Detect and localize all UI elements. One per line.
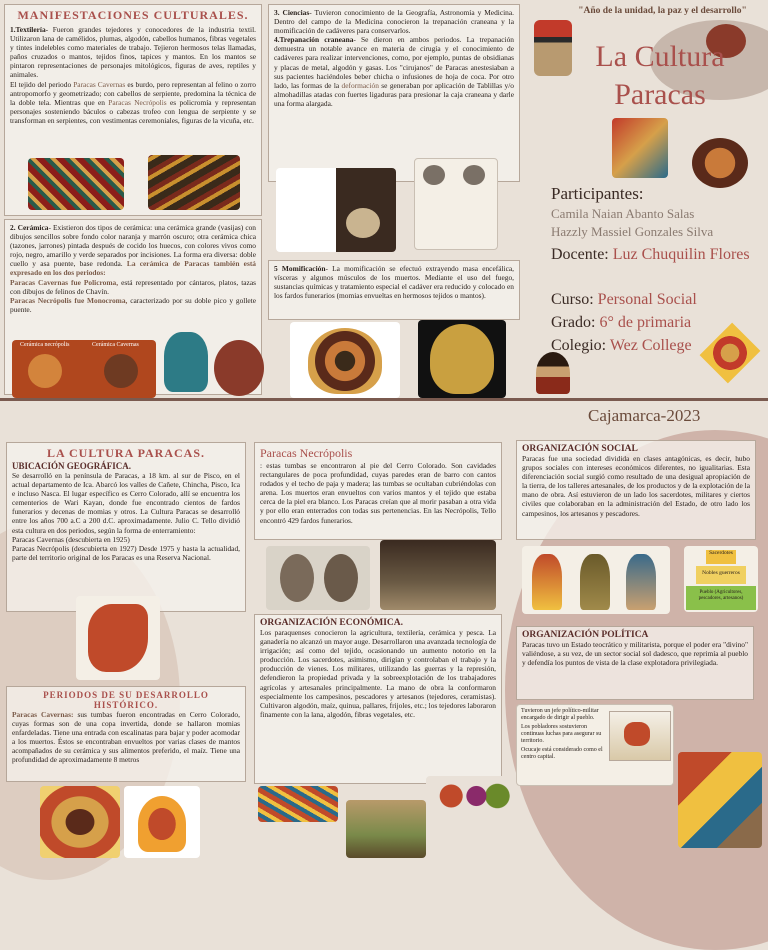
ceramic-vessel-image-2 — [214, 340, 264, 396]
girl-illustration — [536, 352, 570, 394]
ceramic-vessel-image — [164, 332, 208, 392]
textile-image-1 — [28, 158, 124, 210]
skull-shape — [463, 165, 485, 185]
page-title-line2: Paracas — [614, 78, 706, 111]
mummy-shape — [324, 554, 358, 602]
territory-map-image — [609, 711, 671, 761]
sciences-text: 3. Ciencias- Tuvieron conocimiento de la Geografía, Astronomía y Medicina. Dentro del campo de la Medicina conocieron la trepanación craneana y la momificación de cadáveres para conservarlos. — [274, 8, 514, 36]
textile-icon-illustration — [700, 323, 761, 384]
mummy-bundle-image — [290, 322, 400, 398]
politics-point-3: Ocucaje está considerado como el centro capital. — [521, 747, 603, 760]
manifestations-title: MANIFESTACIONES CULTURALES. — [17, 8, 249, 22]
skull-shape — [346, 208, 380, 238]
politics-point-2: Los pobladores sostuvieron continuas luchas para asegurar su territorio. — [521, 724, 602, 744]
location-text: Se desarrolló en la península de Paracas, a 18 km. al sur de Pisco, en el actual departamento de Ica. Abarcó los valles de Cañete, Chincha, Pisco, Ica e incluso Nasca. El lugar específico es Cerro Colorado, allí se encuentra los cementerios de Wari Kayan, donde fue encontrado cientos de fardos funerarios y decenas de momias y otros. La Cultura Paracas se desarrolló entre los años 700 a.C a 200 d.C. aproximadamente. Julio C. Tello dividió esta cultura en dos periodos, según la forma de enterramiento: — [12, 471, 240, 535]
vase-shape — [28, 354, 62, 388]
textiles-food-image — [258, 786, 338, 822]
map-shape — [88, 604, 148, 672]
warrior-illustration — [678, 752, 762, 848]
economy-title: ORGANIZACIÓN ECONÓMICA. — [260, 618, 404, 628]
school-line: Colegio: Wez College — [551, 337, 692, 354]
social-pyramid — [684, 546, 758, 612]
politics-box — [516, 626, 754, 700]
participant-1: Camila Naian Abanto Salas — [551, 206, 695, 221]
mummy-shape — [308, 328, 382, 394]
slogan: "Año de la unidad, la paz y el desarrollo" — [578, 6, 747, 16]
ceramics-necropolis-text: Paracas Necrópolis fue Monocroma, caracterizado por su doble pico y gollete puente. — [10, 295, 256, 314]
necropolis-title: Paracas Necrópolis — [260, 446, 353, 460]
divider-line — [0, 398, 768, 401]
textile-period-text: El tejido del periodo Paracas Cavernas es burdo, pero representan al felino o zorro antropomorfo y geometrizado; con cabellos de serpiente, predomina la técnica de la doble tela. Mientras que en Paracas Necrópolis es policromía y representan personajes sosteniendo báculos o cabezas trofeo con lengua de serpiente y se transforman en serpientes, con vestimentas ceremoniales, figuras de la vicuña, etc. — [10, 79, 256, 125]
mummification-box — [268, 260, 520, 320]
participant-2: Hazzly Massiel Gonzales Silva — [551, 224, 714, 239]
diagram-shape — [138, 796, 186, 852]
farming-image — [346, 800, 426, 858]
map-shape — [624, 722, 650, 746]
cavernas-text: Paracas Cavernas: sus tumbas fueron encontradas en Cerro Colorado, cuyas formas son de una copa invertida, donde se hallaron momias enfardeladas. Tiene una entrada con escalinatas para bajar y poder acomodar a los muertos. Éstos se encontraban envueltos por varias clases de mantos acompañados de su cerámica y sus alimentos preferido, el maíz. Tiene una profundidad de aproximadamente 8 metros — [12, 710, 240, 765]
mummies-image — [266, 546, 370, 610]
cavern-diagram-image — [124, 786, 200, 858]
figure-shape — [580, 554, 610, 610]
trepanation-text: 4.Trepanación craneana- Se dieron en ambos periodos. La trepanación demuestra un notable avance en materia de cirugía y el conocimiento de cadáveres para realizar intervenciones, como, por ejemplo, puntas de obsidianas y placas de metal, algodón y gasas. Los "cirujanos" de Paracas anestesiaban a sus pacientes haciéndoles beber chicha o infusiones de hoja de coca. Por otro lado, las formas de la deformación se generaban por aplicación de Tablillas y/o almohadillas atadas con fuertes ligaduras para presionar la caja craneana y darle una forma alargada. — [274, 35, 514, 108]
social-box — [516, 440, 756, 540]
peru-map-image — [76, 596, 160, 680]
course-line: Curso: Personal Social — [551, 291, 697, 308]
economy-box — [254, 614, 502, 784]
chief-illustration — [612, 118, 668, 178]
necropolis-discovery: Paracas Necrópolis (descubierta en 1927) Desde 1975 y hasta la actualidad, parte del territorio original de los Paracas es una Reserva Nacional. — [12, 543, 240, 562]
vase-shape — [104, 354, 138, 388]
pyramid-label-priests: Sacerdotes — [709, 550, 733, 556]
mummy-gold-image — [418, 320, 506, 398]
periods-box — [6, 686, 246, 782]
pyramid-label-nobles: Nobles guerreros — [702, 570, 740, 576]
necropolis-text: : estas tumbas se encontraron al pie del Cerro Colorado. Son cavidades rectangulares de poca profundidad, cuyas paredes eran de barro con cantos rodados y el techo de paja y madera; las tumbas se ocultaban cubriéndolas con arena. Los muertos eran envueltos con varios mantos y el tejido que estaba cerca de la piel era blanco. Los Paracas creían que al morir pasaban a otra vida y por ello eran enterrados con todas sus pertenencias. En las Necrópolis, Tello encontró 429 fardos funerarios. — [260, 461, 496, 525]
location-subtitle: UBICACIÓN GEOGRÁFICA. — [12, 461, 132, 471]
politics-text: Paracas tuvo un Estado teocrático y militarista, porque el poder era "divino" valiéndose, a su vez, de un sector social sol dadesco, que reprimía al pueblo y defendía los puntos de vista de la clase explotadora privilegiada. — [522, 640, 748, 668]
social-classes-image — [522, 546, 670, 614]
social-title: ORGANIZACIÓN SOCIAL — [522, 444, 638, 454]
skull-shape — [423, 165, 445, 185]
figure-shape — [626, 554, 656, 610]
cavern-tomb-image — [40, 786, 120, 858]
place-year: Cajamarca-2023 — [588, 406, 701, 425]
cavernas-discovery: Paracas Cavernas (descubierta en 1925) — [12, 534, 130, 544]
politics-title: ORGANIZACIÓN POLÍTICA — [522, 630, 649, 640]
politics-point-1: Tuvieron un jefe político-militar encargado de dirigir al pueblo. — [521, 708, 599, 721]
grade-line: Grado: 6° de primaria — [551, 314, 692, 331]
tomb-site-image — [380, 540, 496, 610]
ceramics-cavernas-text: Paracas Cavernas fue Policroma, está representado por cántaros, platos, tazas con dibujos de felinos de Chavín. — [10, 277, 256, 296]
mummy-shape — [280, 554, 314, 602]
mummification-text: 5 Momificación- La momificación se efectuó extrayendo masa encefálica, vísceras y algunos músculos de los muertos. Mediante el uso del fuego, sustancias químicas y tratamiento especial el cadáver era reducido y colocado en los fardos funerarios (momias envueltas en hermosos tejidos o mantos). — [274, 264, 514, 301]
politics-info-card — [516, 704, 674, 786]
textile-image-2 — [148, 155, 240, 210]
ceramics-image: Cerámica necrópolis Cerámica Cavernas — [12, 340, 156, 398]
trepanation-tools-image — [276, 168, 396, 252]
necropolis-box — [254, 442, 502, 540]
culture-box — [6, 442, 246, 612]
produce-image — [426, 776, 510, 816]
figure-shape — [532, 554, 562, 610]
social-text: Paracas fue una sociedad dividida en clases antagónicas, es decir, hubo grupos sociales con intereses económicos diferentes, no igualitarias. Esta diferenciación social surgió como resultado de una desigual apropiación de la tierra, de los talleres artesanales, de los productos y de la explotación de la mano de obra. Así estuvieron de un lado los sacerdotes, militares y ciertos civiles que colaboraban en la administración del Estado, de otro lado los campesinos, los artesanos y pescadores. — [522, 454, 750, 518]
participants-label: Participantes: — [551, 184, 644, 203]
ceramics-text: 2. Cerámica- Existieron dos tipos de cerámica: una cerámica grande (vasijas) con dibujos sencillos sobre fondo color naranja y marrón oscuro; otra cerámica chica (tazones, jarrones) pintada después de cocido los huecos, con colores vivos como rojo, negro, amarillo y verde separados por incisiones. La forma era diversa: doble cuello y asa puente, base redonda. La cerámica de Paracas también está expresado en los dos periodos: — [10, 223, 256, 278]
economy-text: Los paraquenses conocieron la agricultura, textilería, cerámica y pesca. La ganadería no alcanzó un mayor auge. Desarrollaron una avanzada tecnología de irrigación; así como del tejido, ocasionando un aumento notorio en la producción. Los sacerdotes, asimismo, dirigían y controlaban el trabajo y la producción de vienes. Los militares, utilizando las guerras y la represión, defendieron la propiedad privada y la sobreexplotación de los trabajadores agrícolas y artesanales principalmente. La mano de obra la conformaron especialmente los campesinos, pescadores y artesanos (tejedores, ceramistas). Cultivaron algodón, maíz, quinua, pallares, frijoles, etc.; los tejedores laboraron finamente con la lana, algodón, fibras vegetales, etc. — [260, 628, 496, 719]
trepanation-diagram-image — [414, 158, 498, 250]
vessel-illustration — [692, 138, 748, 188]
pyramid-label-people: Pueblo (Agricultores, pescadores, artesanos) — [698, 590, 744, 601]
sciences-box — [268, 4, 520, 182]
textile-text: 1.Textilería- Fueron grandes tejedores y conocedores de la industria textil. Utilizaron lana de camélidos, plumas, algodón, cabellos humanos, fibras vegetales y tintes indelebles como materiales de trabajo. Tejieron hermosos telas llamadas, paños cruzados o mantos, tejidos finos, tapices y mantos. En los mantos se pintaron representaciones de personajes mitológicos, figuras de aves, reptiles y animales. — [10, 25, 256, 80]
page-title-line1: La Cultura — [595, 40, 725, 73]
culture-title: LA CULTURA PARACAS. — [46, 446, 206, 460]
mummy-shape — [430, 324, 494, 394]
periods-title: PERIODOS DE SU DESARROLLO HISTÓRICO. — [43, 690, 209, 710]
teacher-line: Docente: Luz Chuquilin Flores — [551, 246, 750, 263]
